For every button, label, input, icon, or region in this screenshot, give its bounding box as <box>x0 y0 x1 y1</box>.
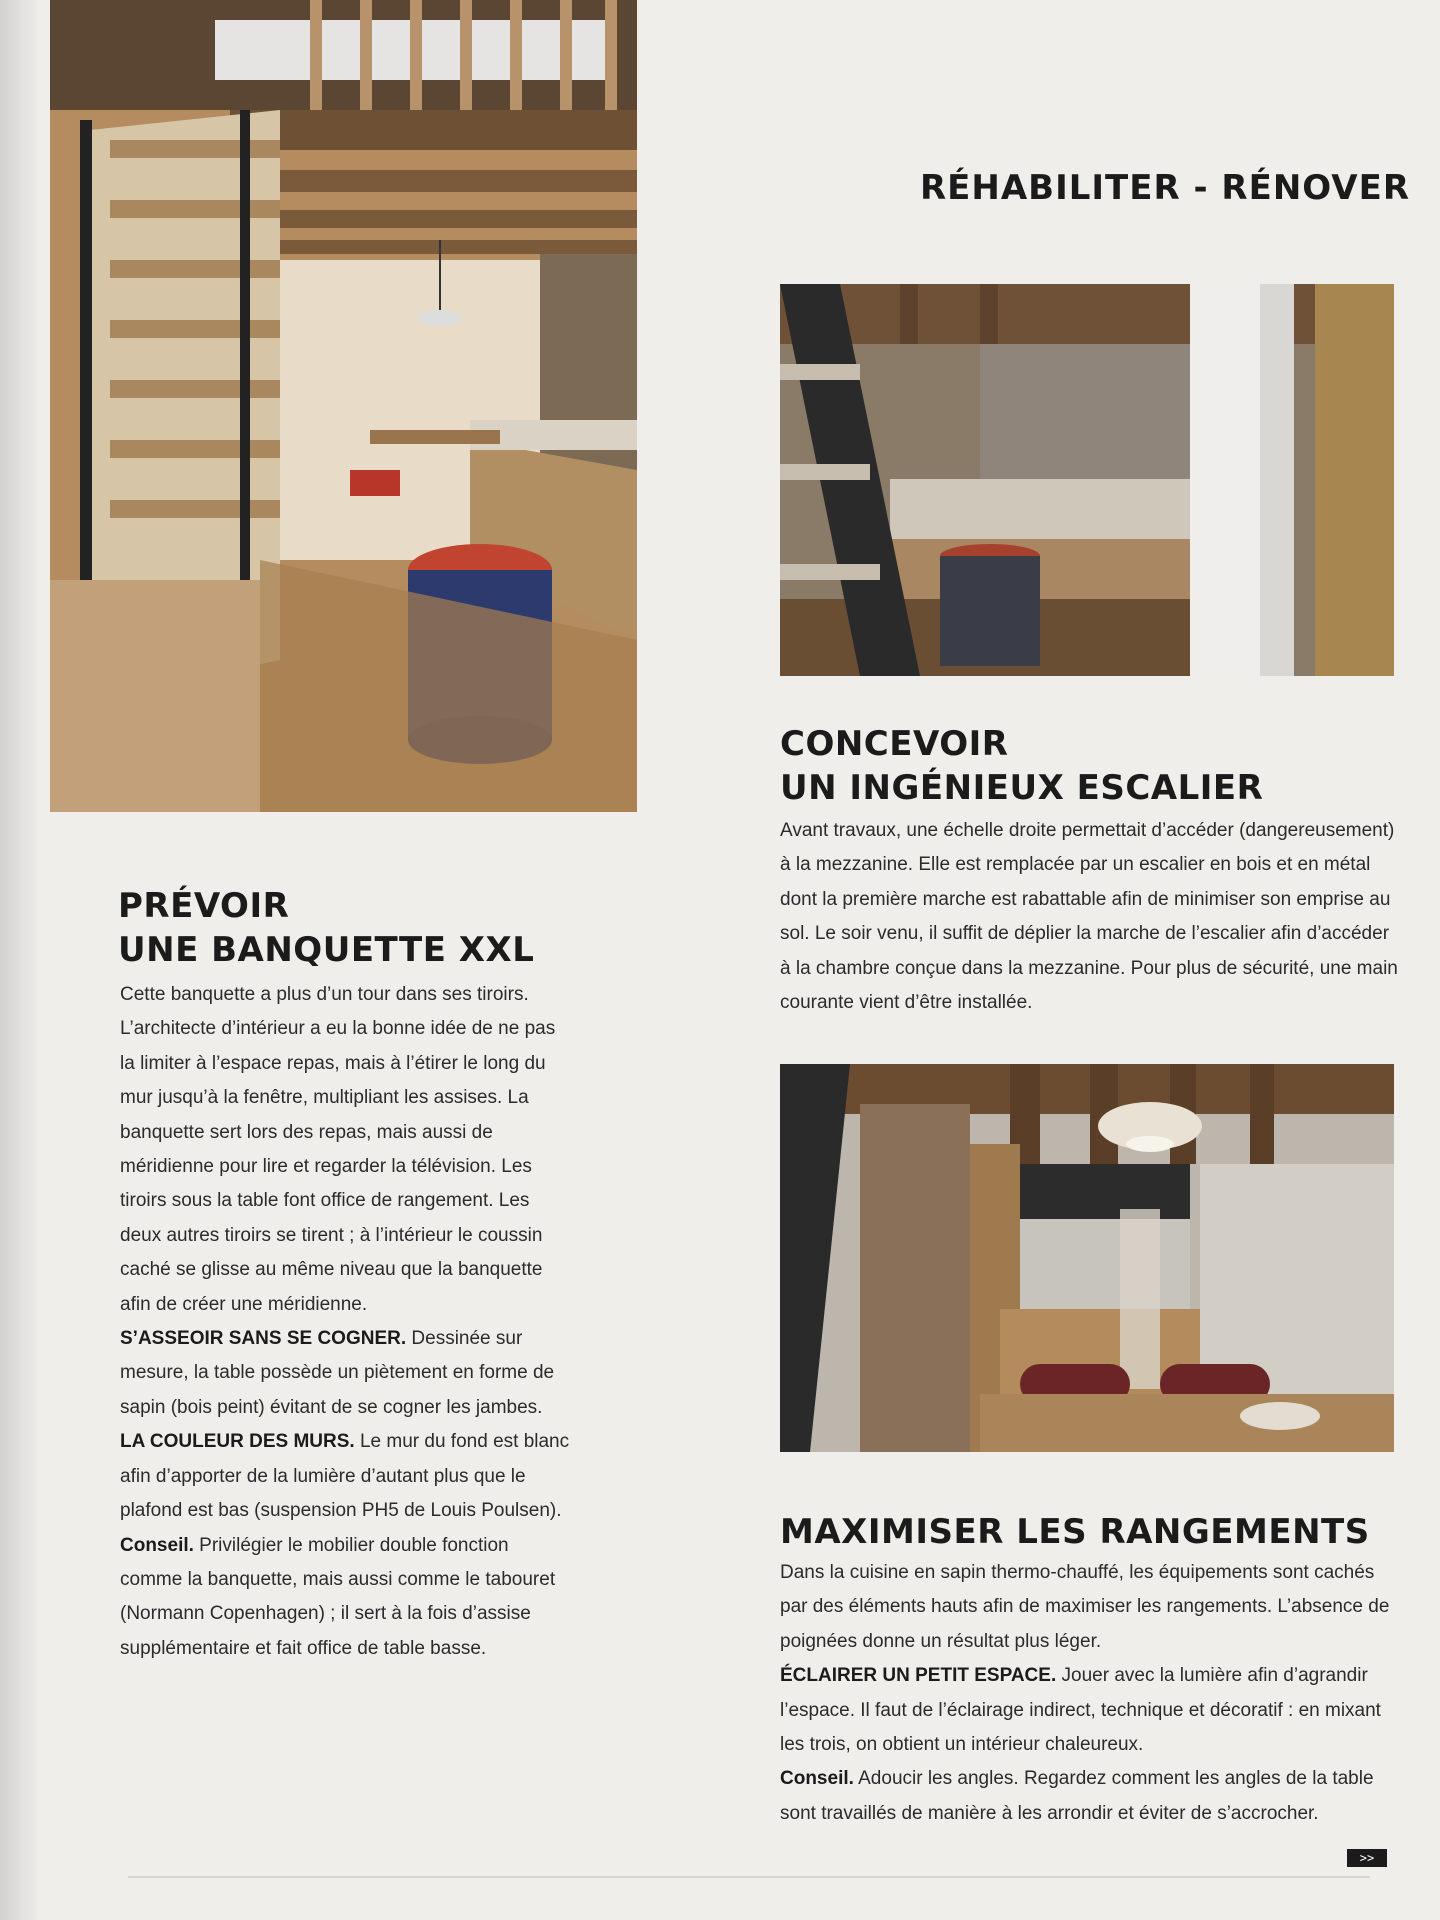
paragraph: Dans la cuisine en sapin thermo-chauffé, les équipements sont cachés par des éléments hauts afin de maximiser les rangements. L’absence de poignées donne un résultat plus léger. <box>780 1562 1390 1652</box>
heading-line: PRÉVOIR <box>118 886 290 926</box>
lead-label: Conseil. <box>780 1768 854 1790</box>
paragraph-text: Le mur du fond est blanc afin d’apporter de la lumière d’autant plus que le plafond est bas (suspension PH5 de Louis Poulsen). <box>120 1431 570 1522</box>
living-illustration <box>780 284 1394 676</box>
paragraph-text: Privilégier le mobilier double fonction comme la banquette, mais aussi comme le tabouret (Normann Copenhagen) ; il sert à la fois d’assise supplémentaire et fait office de table basse. <box>120 1534 556 1659</box>
paragraph <box>120 1425 575 1528</box>
photo-loft-staircase <box>50 0 637 812</box>
heading-concevoir-escalier <box>780 722 1263 810</box>
heading-line: UNE BANQUETTE XXL <box>118 930 535 970</box>
paragraph <box>780 1762 1400 1831</box>
paragraph: Avant travaux, une échelle droite permettait d’accéder (dangereusement) à la mezzanine. Elle est remplacée par un escalier en bois et en métal dont la première marche est rabattable afin de minimiser son emprise au sol. Le soir venu, il suffit de déplier la marche de l’escalier afin d’accéder à la chambre conçue dans la mezzanine. Pour plus de sécurité, une main courante vient d’être installée. <box>780 820 1398 1014</box>
paragraph-text: Dessinée sur mesure, la table possède un piètement en forme de sapin (bois peint) évitant de se cogner les jambes. <box>120 1328 555 1418</box>
paragraph <box>120 1322 575 1425</box>
page-gutter-shadow <box>0 0 40 1920</box>
heading-maximiser-rangements <box>780 1510 1370 1554</box>
text-rangements <box>780 1556 1400 1831</box>
photo-kitchen-pine <box>780 1064 1394 1452</box>
lead-label: LA COULEUR DES MURS. <box>120 1431 355 1453</box>
heading-prevoir-banquette <box>118 884 534 972</box>
lead-label: Conseil. <box>120 1534 194 1556</box>
kitchen-illustration <box>780 1064 1394 1452</box>
paragraph: Cette banquette a plus d’un tour dans ses tiroirs. L’architecte d’intérieur a eu la bonne idée de ne pas la limiter à l’espace repas, mais à l’étirer le long du mur jusqu’à la fenêtre, multipliant les assises. La banquette sert lors des repas, mais aussi de méridienne pour lire et regarder la télévision. Les tiroirs sous la table font office de rangement. Les deux autres tiroirs se tirent ; à l’intérieur le coussin caché se glisse au même niveau que la banquette afin de créer une méridienne. <box>120 984 556 1315</box>
lead-label: S’ASSEOIR SANS SE COGNER. <box>120 1328 407 1350</box>
text-banquette <box>120 978 575 1666</box>
heading-line: MAXIMISER LES RANGEMENTS <box>780 1512 1370 1552</box>
photo-living-stone-wall <box>780 284 1394 676</box>
paragraph-text: Adoucir les angles. Regardez comment les angles de la table sont travaillés de manière à les arrondir et éviter de s’accrocher. <box>780 1768 1374 1824</box>
loft-illustration <box>50 0 637 812</box>
paragraph-text: Jouer avec la lumière afin d’agrandir l’espace. Il faut de l’éclairage indirect, technique et décoratif : en mixant les trois, on obtient un intérieur chaleureux. <box>780 1665 1381 1756</box>
lead-label: ÉCLAIRER UN PETIT ESPACE. <box>780 1665 1057 1687</box>
section-title: RÉHABILITER - RÉNOVER <box>919 168 1410 208</box>
heading-line: UN INGÉNIEUX ESCALIER <box>780 768 1264 808</box>
page-bottom-rule <box>128 1876 1370 1878</box>
heading-line: CONCEVOIR <box>780 724 1009 764</box>
paragraph <box>120 1529 575 1667</box>
next-page-marker: >> <box>1347 1849 1387 1867</box>
paragraph <box>780 1659 1400 1762</box>
text-escalier <box>780 814 1400 1020</box>
